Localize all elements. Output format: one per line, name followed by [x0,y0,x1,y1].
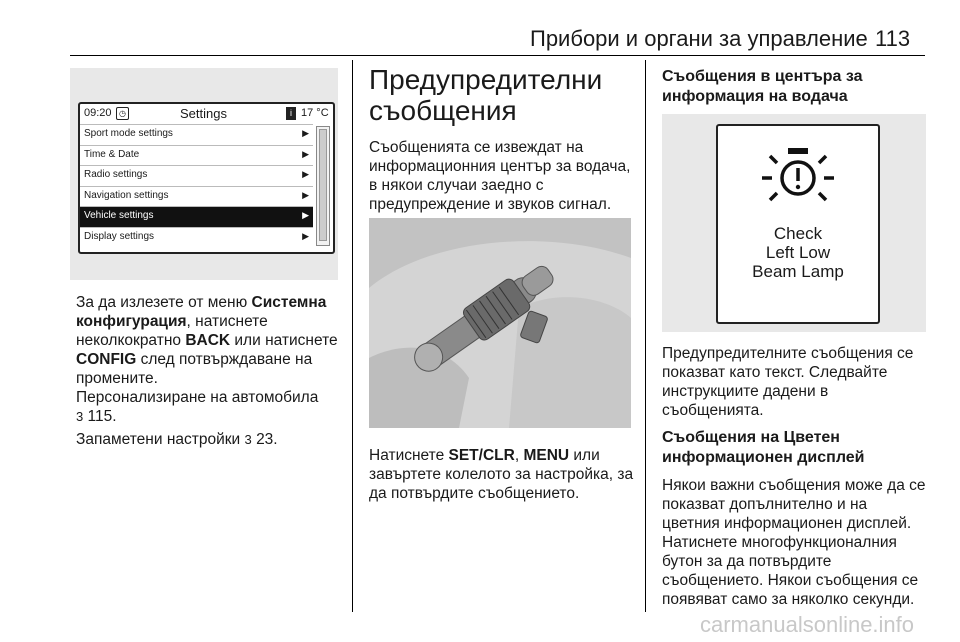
steering-stalk-illustration [369,218,631,428]
chevron-right-icon: ▶ [302,128,309,138]
section-heading: Предупредителни съобщения [369,64,603,126]
right-paragraph-1: Предупредителните съобщения се показват като текст. Следвайте инструкциите дадени в съобщенията. [662,345,914,419]
chevron-right-icon: ▶ [302,189,309,200]
bulb-warning-icon [758,144,838,212]
menu-item-time-date[interactable]: Time & Date ▶ [80,145,313,166]
screen-title: Settings [180,106,227,121]
left-paragraph-1: За да излезете от меню Системна конфигурация, натиснете неколкократно BACK или натиснете CONFIG след потвърждаване на промените. [76,294,338,387]
page-ref-link[interactable]: 115. [87,408,117,425]
clock-icon: ◷ [116,107,129,120]
watermark: carmanualsonline.info [700,612,915,637]
left-paragraph-2: Персонализиране на автомобила 3 115. [76,389,319,425]
chevron-right-icon: ▶ [302,210,309,220]
menu-item-radio[interactable]: Radio settings ▶ [80,165,313,186]
scrollbar-thumb[interactable] [319,129,327,241]
settings-menu-list [80,124,313,247]
right-heading-1: Съобщения в центъра за информация на водача [662,68,863,105]
warning-message: Check Left Low Beam Lamp [752,224,844,281]
warning-display [716,124,880,324]
warning-display-figure [662,114,926,332]
settings-status-bar [80,104,333,124]
header-rule [70,55,925,56]
page-ref-icon: 3 [76,409,84,424]
left-paragraph-3: Запаметени настройки 3 23. [76,431,278,448]
page-number: 113 [875,26,911,51]
menu-item-display[interactable]: Display settings ▶ [80,227,313,248]
column-divider-right [645,60,646,612]
settings-screen-figure [70,68,338,280]
right-paragraph-2: Някои важни съобщения може да се показват допълнително и на цветния информационен дисплей. Натиснете многофункционалния бутон за да потвърдите съобщението. Някои съобщения се появяват само за няколко секунди. [662,477,926,608]
middle-paragraph-1: Съобщенията се извеждат на информационния център за водача, в някои случаи заедно с предупреждение и звуков сигнал. [369,139,631,213]
right-heading-2: Съобщения на Цветен информационен дисплей [662,429,865,466]
settings-screen [78,102,335,254]
chevron-right-icon: ▶ [302,169,309,179]
menu-item-sport-mode[interactable]: Sport mode settings ▶ [80,124,313,145]
menu-item-vehicle[interactable]: Vehicle settings ▶ [80,206,313,227]
menu-item-navigation[interactable]: Navigation settings ▶ [80,186,313,207]
screen-time: 09:20 [84,107,112,119]
chevron-right-icon: ▶ [302,230,309,241]
page-ref-icon: 3 [244,432,252,447]
screen-temperature: 17 °C [301,107,329,119]
info-icon: i [286,107,296,120]
column-divider-left [352,60,353,612]
scrollbar[interactable] [316,126,330,246]
page-ref-link[interactable]: 23. [256,431,278,448]
steering-stalk-figure [369,218,631,428]
middle-paragraph-2: Натиснете SET/CLR, MENU или завъртете колелото за настройка, за да потвърдите съобщението. [369,447,634,502]
page-header-title: Прибори и органи за управление [530,26,868,51]
chevron-right-icon: ▶ [302,148,309,159]
